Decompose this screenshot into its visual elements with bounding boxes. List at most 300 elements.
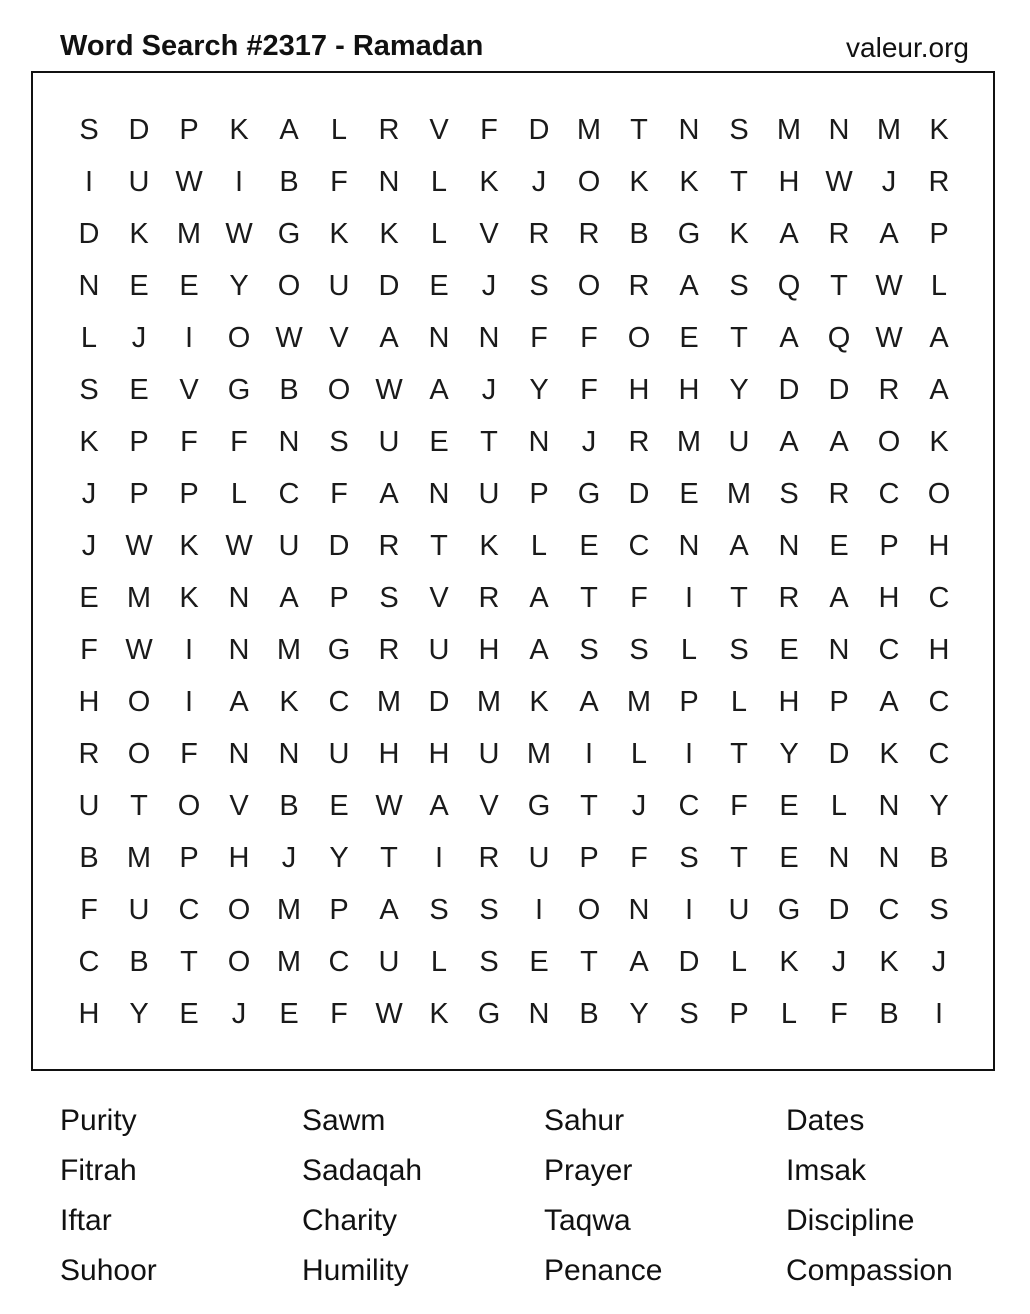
- grid-cell[interactable]: B: [279, 373, 299, 406]
- grid-cell[interactable]: S: [529, 269, 549, 302]
- grid-cell[interactable]: J: [581, 425, 597, 458]
- grid-cell[interactable]: A: [429, 789, 449, 822]
- grid-cell[interactable]: J: [481, 373, 497, 406]
- grid-cell[interactable]: P: [829, 685, 849, 718]
- grid-cell[interactable]: O: [877, 425, 901, 458]
- grid-cell[interactable]: K: [629, 165, 649, 198]
- grid-cell[interactable]: C: [878, 633, 900, 666]
- grid-cell[interactable]: D: [428, 685, 450, 718]
- grid-cell[interactable]: H: [778, 685, 800, 718]
- grid-cell[interactable]: U: [278, 529, 300, 562]
- grid-cell[interactable]: F: [330, 165, 348, 198]
- grid-cell[interactable]: I: [84, 165, 94, 198]
- grid-cell[interactable]: G: [327, 633, 351, 666]
- grid-cell[interactable]: I: [534, 893, 544, 926]
- grid-cell[interactable]: L: [730, 945, 748, 978]
- grid-cell[interactable]: K: [379, 217, 399, 250]
- grid-cell[interactable]: A: [629, 945, 649, 978]
- grid-cell[interactable]: G: [677, 217, 701, 250]
- grid-cell[interactable]: L: [730, 685, 748, 718]
- grid-cell[interactable]: F: [180, 737, 198, 770]
- grid-cell[interactable]: L: [530, 529, 548, 562]
- grid-cell[interactable]: E: [679, 321, 699, 354]
- grid-cell[interactable]: R: [378, 529, 400, 562]
- grid-cell[interactable]: P: [679, 685, 699, 718]
- grid-cell[interactable]: R: [778, 581, 800, 614]
- grid-cell[interactable]: U: [528, 841, 550, 874]
- grid-cell[interactable]: D: [528, 113, 550, 146]
- grid-cell[interactable]: P: [579, 841, 599, 874]
- grid-cell[interactable]: A: [429, 373, 449, 406]
- grid-cell[interactable]: K: [179, 529, 199, 562]
- grid-cell[interactable]: R: [878, 373, 900, 406]
- grid-cell[interactable]: C: [928, 685, 950, 718]
- grid-cell[interactable]: C: [78, 945, 100, 978]
- grid-cell[interactable]: D: [828, 373, 850, 406]
- grid-cell[interactable]: C: [878, 893, 900, 926]
- grid-cell[interactable]: W: [375, 789, 403, 822]
- grid-cell[interactable]: A: [379, 321, 399, 354]
- grid-cell[interactable]: M: [126, 581, 152, 614]
- grid-cell[interactable]: L: [430, 217, 448, 250]
- grid-cell[interactable]: J: [81, 477, 97, 510]
- grid-cell[interactable]: D: [778, 373, 800, 406]
- grid-cell[interactable]: G: [527, 789, 551, 822]
- grid-cell[interactable]: O: [577, 269, 601, 302]
- grid-cell[interactable]: C: [878, 477, 900, 510]
- grid-cell[interactable]: N: [528, 425, 550, 458]
- grid-cell[interactable]: F: [730, 789, 748, 822]
- grid-cell[interactable]: C: [928, 737, 950, 770]
- grid-cell[interactable]: J: [131, 321, 147, 354]
- grid-cell[interactable]: B: [279, 165, 299, 198]
- grid-cell[interactable]: K: [279, 685, 299, 718]
- grid-cell[interactable]: F: [330, 997, 348, 1030]
- grid-cell[interactable]: E: [79, 581, 99, 614]
- grid-cell[interactable]: B: [879, 997, 899, 1030]
- grid-cell[interactable]: R: [628, 269, 650, 302]
- grid-cell[interactable]: I: [184, 633, 194, 666]
- grid-cell[interactable]: S: [729, 113, 749, 146]
- grid-cell[interactable]: J: [531, 165, 547, 198]
- grid-cell[interactable]: P: [179, 113, 199, 146]
- grid-cell[interactable]: A: [929, 321, 949, 354]
- grid-cell[interactable]: W: [875, 321, 903, 354]
- grid-cell[interactable]: N: [228, 737, 250, 770]
- grid-cell[interactable]: I: [234, 165, 244, 198]
- grid-cell[interactable]: W: [225, 529, 253, 562]
- grid-cell[interactable]: K: [329, 217, 349, 250]
- grid-cell[interactable]: R: [78, 737, 100, 770]
- grid-cell[interactable]: M: [876, 113, 902, 146]
- grid-cell[interactable]: M: [526, 737, 552, 770]
- grid-cell[interactable]: T: [830, 269, 848, 302]
- grid-cell[interactable]: A: [379, 893, 399, 926]
- grid-cell[interactable]: H: [628, 373, 650, 406]
- grid-cell[interactable]: P: [179, 841, 199, 874]
- grid-cell[interactable]: N: [228, 633, 250, 666]
- grid-cell[interactable]: I: [684, 581, 694, 614]
- grid-cell[interactable]: D: [328, 529, 350, 562]
- grid-cell[interactable]: H: [78, 685, 100, 718]
- grid-cell[interactable]: M: [276, 945, 302, 978]
- grid-cell[interactable]: R: [478, 841, 500, 874]
- grid-cell[interactable]: O: [627, 321, 651, 354]
- grid-cell[interactable]: S: [679, 841, 699, 874]
- grid-cell[interactable]: T: [180, 945, 198, 978]
- grid-cell[interactable]: E: [829, 529, 849, 562]
- grid-cell[interactable]: N: [378, 165, 400, 198]
- grid-cell[interactable]: S: [429, 893, 449, 926]
- grid-cell[interactable]: W: [225, 217, 253, 250]
- grid-cell[interactable]: S: [579, 633, 599, 666]
- grid-cell[interactable]: K: [879, 737, 899, 770]
- grid-cell[interactable]: Y: [229, 269, 249, 302]
- grid-cell[interactable]: W: [825, 165, 853, 198]
- grid-cell[interactable]: E: [579, 529, 599, 562]
- grid-cell[interactable]: K: [529, 685, 549, 718]
- grid-cell[interactable]: M: [726, 477, 752, 510]
- grid-cell[interactable]: L: [230, 477, 248, 510]
- grid-cell[interactable]: O: [927, 477, 951, 510]
- grid-cell[interactable]: D: [828, 737, 850, 770]
- grid-cell[interactable]: O: [227, 893, 251, 926]
- grid-cell[interactable]: K: [429, 997, 449, 1030]
- grid-cell[interactable]: K: [779, 945, 799, 978]
- grid-cell[interactable]: B: [579, 997, 599, 1030]
- grid-cell[interactable]: V: [179, 373, 199, 406]
- grid-cell[interactable]: M: [176, 217, 202, 250]
- grid-cell[interactable]: T: [130, 789, 148, 822]
- grid-cell[interactable]: N: [78, 269, 100, 302]
- grid-cell[interactable]: T: [580, 789, 598, 822]
- grid-cell[interactable]: F: [230, 425, 248, 458]
- grid-cell[interactable]: U: [428, 633, 450, 666]
- grid-cell[interactable]: F: [80, 633, 98, 666]
- grid-cell[interactable]: K: [129, 217, 149, 250]
- grid-cell[interactable]: T: [730, 165, 748, 198]
- grid-cell[interactable]: A: [379, 477, 399, 510]
- grid-cell[interactable]: W: [125, 633, 153, 666]
- grid-cell[interactable]: J: [81, 529, 97, 562]
- grid-cell[interactable]: V: [479, 789, 499, 822]
- grid-cell[interactable]: B: [629, 217, 649, 250]
- grid-cell[interactable]: E: [179, 997, 199, 1030]
- grid-cell[interactable]: R: [628, 425, 650, 458]
- grid-cell[interactable]: N: [828, 113, 850, 146]
- grid-cell[interactable]: C: [628, 529, 650, 562]
- grid-cell[interactable]: A: [879, 217, 899, 250]
- grid-cell[interactable]: E: [429, 269, 449, 302]
- grid-cell[interactable]: L: [430, 945, 448, 978]
- grid-cell[interactable]: F: [580, 373, 598, 406]
- grid-cell[interactable]: J: [281, 841, 297, 874]
- grid-cell[interactable]: U: [78, 789, 100, 822]
- grid-cell[interactable]: O: [227, 321, 251, 354]
- grid-cell[interactable]: H: [378, 737, 400, 770]
- grid-cell[interactable]: K: [79, 425, 99, 458]
- grid-cell[interactable]: L: [330, 113, 348, 146]
- grid-cell[interactable]: S: [329, 425, 349, 458]
- grid-cell[interactable]: K: [479, 165, 499, 198]
- grid-cell[interactable]: N: [228, 581, 250, 614]
- grid-cell[interactable]: F: [480, 113, 498, 146]
- grid-cell[interactable]: H: [78, 997, 100, 1030]
- grid-cell[interactable]: R: [578, 217, 600, 250]
- grid-cell[interactable]: R: [828, 217, 850, 250]
- grid-cell[interactable]: K: [729, 217, 749, 250]
- grid-cell[interactable]: M: [776, 113, 802, 146]
- grid-cell[interactable]: J: [831, 945, 847, 978]
- grid-cell[interactable]: O: [227, 945, 251, 978]
- grid-cell[interactable]: U: [728, 425, 750, 458]
- grid-cell[interactable]: J: [231, 997, 247, 1030]
- grid-cell[interactable]: B: [129, 945, 149, 978]
- grid-cell[interactable]: P: [529, 477, 549, 510]
- grid-cell[interactable]: S: [629, 633, 649, 666]
- grid-cell[interactable]: A: [779, 321, 799, 354]
- grid-cell[interactable]: L: [80, 321, 98, 354]
- grid-cell[interactable]: Y: [529, 373, 549, 406]
- grid-cell[interactable]: H: [778, 165, 800, 198]
- grid-cell[interactable]: S: [79, 113, 99, 146]
- grid-cell[interactable]: E: [779, 841, 799, 874]
- grid-cell[interactable]: H: [478, 633, 500, 666]
- grid-cell[interactable]: C: [928, 581, 950, 614]
- grid-cell[interactable]: R: [378, 113, 400, 146]
- grid-cell[interactable]: E: [129, 269, 149, 302]
- grid-cell[interactable]: S: [729, 269, 749, 302]
- grid-cell[interactable]: G: [777, 893, 801, 926]
- grid-cell[interactable]: O: [177, 789, 201, 822]
- grid-cell[interactable]: N: [428, 321, 450, 354]
- grid-cell[interactable]: P: [879, 529, 899, 562]
- grid-cell[interactable]: S: [79, 373, 99, 406]
- grid-cell[interactable]: S: [479, 945, 499, 978]
- grid-cell[interactable]: N: [778, 529, 800, 562]
- grid-cell[interactable]: V: [229, 789, 249, 822]
- grid-cell[interactable]: S: [379, 581, 399, 614]
- grid-cell[interactable]: H: [678, 373, 700, 406]
- grid-cell[interactable]: T: [430, 529, 448, 562]
- grid-cell[interactable]: R: [828, 477, 850, 510]
- grid-cell[interactable]: A: [829, 581, 849, 614]
- grid-cell[interactable]: A: [529, 633, 549, 666]
- grid-cell[interactable]: V: [429, 581, 449, 614]
- grid-cell[interactable]: D: [678, 945, 700, 978]
- grid-cell[interactable]: D: [128, 113, 150, 146]
- grid-cell[interactable]: N: [428, 477, 450, 510]
- grid-cell[interactable]: P: [129, 425, 149, 458]
- grid-cell[interactable]: M: [676, 425, 702, 458]
- grid-cell[interactable]: Y: [729, 373, 749, 406]
- grid-cell[interactable]: N: [278, 425, 300, 458]
- grid-cell[interactable]: N: [628, 893, 650, 926]
- grid-cell[interactable]: I: [934, 997, 944, 1030]
- grid-cell[interactable]: K: [879, 945, 899, 978]
- grid-cell[interactable]: E: [129, 373, 149, 406]
- grid-cell[interactable]: E: [779, 789, 799, 822]
- grid-cell[interactable]: C: [278, 477, 300, 510]
- grid-cell[interactable]: H: [878, 581, 900, 614]
- grid-cell[interactable]: I: [184, 321, 194, 354]
- grid-cell[interactable]: K: [229, 113, 249, 146]
- grid-cell[interactable]: O: [577, 165, 601, 198]
- grid-cell[interactable]: A: [279, 113, 299, 146]
- grid-cell[interactable]: I: [184, 685, 194, 718]
- grid-cell[interactable]: U: [328, 737, 350, 770]
- grid-cell[interactable]: P: [929, 217, 949, 250]
- grid-cell[interactable]: U: [378, 945, 400, 978]
- grid-cell[interactable]: K: [929, 425, 949, 458]
- grid-cell[interactable]: S: [929, 893, 949, 926]
- grid-cell[interactable]: Y: [929, 789, 949, 822]
- grid-cell[interactable]: R: [478, 581, 500, 614]
- grid-cell[interactable]: W: [875, 269, 903, 302]
- grid-cell[interactable]: W: [125, 529, 153, 562]
- grid-cell[interactable]: T: [730, 321, 748, 354]
- grid-cell[interactable]: V: [429, 113, 449, 146]
- grid-cell[interactable]: B: [79, 841, 99, 874]
- grid-cell[interactable]: A: [879, 685, 899, 718]
- grid-cell[interactable]: A: [579, 685, 599, 718]
- grid-cell[interactable]: T: [580, 581, 598, 614]
- grid-cell[interactable]: A: [529, 581, 549, 614]
- grid-cell[interactable]: I: [584, 737, 594, 770]
- grid-cell[interactable]: O: [127, 685, 151, 718]
- grid-cell[interactable]: F: [580, 321, 598, 354]
- grid-cell[interactable]: J: [481, 269, 497, 302]
- grid-cell[interactable]: N: [878, 841, 900, 874]
- grid-cell[interactable]: M: [126, 841, 152, 874]
- grid-cell[interactable]: V: [329, 321, 349, 354]
- grid-cell[interactable]: T: [380, 841, 398, 874]
- grid-cell[interactable]: R: [928, 165, 950, 198]
- grid-cell[interactable]: S: [779, 477, 799, 510]
- grid-cell[interactable]: T: [480, 425, 498, 458]
- grid-cell[interactable]: S: [679, 997, 699, 1030]
- grid-cell[interactable]: O: [127, 737, 151, 770]
- grid-cell[interactable]: F: [330, 477, 348, 510]
- grid-cell[interactable]: P: [129, 477, 149, 510]
- grid-cell[interactable]: K: [179, 581, 199, 614]
- grid-cell[interactable]: G: [477, 997, 501, 1030]
- grid-cell[interactable]: N: [828, 633, 850, 666]
- grid-cell[interactable]: E: [329, 789, 349, 822]
- grid-cell[interactable]: N: [678, 529, 700, 562]
- grid-cell[interactable]: L: [680, 633, 698, 666]
- grid-cell[interactable]: K: [679, 165, 699, 198]
- grid-cell[interactable]: H: [928, 529, 950, 562]
- grid-cell[interactable]: I: [684, 893, 694, 926]
- grid-cell[interactable]: O: [327, 373, 351, 406]
- grid-cell[interactable]: S: [729, 633, 749, 666]
- grid-cell[interactable]: J: [631, 789, 647, 822]
- grid-cell[interactable]: U: [128, 165, 150, 198]
- grid-cell[interactable]: L: [630, 737, 648, 770]
- grid-cell[interactable]: H: [428, 737, 450, 770]
- grid-cell[interactable]: C: [328, 945, 350, 978]
- grid-cell[interactable]: F: [630, 841, 648, 874]
- grid-cell[interactable]: A: [729, 529, 749, 562]
- grid-cell[interactable]: Q: [827, 321, 851, 354]
- grid-cell[interactable]: N: [878, 789, 900, 822]
- grid-cell[interactable]: H: [228, 841, 250, 874]
- grid-cell[interactable]: U: [728, 893, 750, 926]
- grid-cell[interactable]: T: [630, 113, 648, 146]
- grid-cell[interactable]: N: [478, 321, 500, 354]
- grid-cell[interactable]: K: [479, 529, 499, 562]
- grid-cell[interactable]: O: [277, 269, 301, 302]
- grid-cell[interactable]: G: [577, 477, 601, 510]
- grid-cell[interactable]: C: [328, 685, 350, 718]
- grid-cell[interactable]: T: [730, 581, 748, 614]
- grid-cell[interactable]: V: [479, 217, 499, 250]
- grid-cell[interactable]: E: [429, 425, 449, 458]
- grid-cell[interactable]: E: [279, 997, 299, 1030]
- grid-cell[interactable]: G: [227, 373, 251, 406]
- grid-cell[interactable]: Y: [629, 997, 649, 1030]
- grid-cell[interactable]: J: [881, 165, 897, 198]
- grid-cell[interactable]: E: [529, 945, 549, 978]
- grid-cell[interactable]: T: [730, 841, 748, 874]
- grid-cell[interactable]: A: [779, 217, 799, 250]
- grid-cell[interactable]: I: [684, 737, 694, 770]
- grid-cell[interactable]: T: [580, 945, 598, 978]
- grid-cell[interactable]: H: [928, 633, 950, 666]
- grid-cell[interactable]: A: [679, 269, 699, 302]
- grid-cell[interactable]: A: [779, 425, 799, 458]
- grid-cell[interactable]: M: [276, 633, 302, 666]
- grid-cell[interactable]: D: [78, 217, 100, 250]
- grid-cell[interactable]: I: [434, 841, 444, 874]
- grid-cell[interactable]: L: [930, 269, 948, 302]
- grid-cell[interactable]: M: [576, 113, 602, 146]
- grid-cell[interactable]: Y: [329, 841, 349, 874]
- grid-cell[interactable]: F: [830, 997, 848, 1030]
- grid-cell[interactable]: F: [80, 893, 98, 926]
- grid-cell[interactable]: D: [828, 893, 850, 926]
- grid-cell[interactable]: L: [430, 165, 448, 198]
- grid-cell[interactable]: R: [378, 633, 400, 666]
- grid-cell[interactable]: S: [479, 893, 499, 926]
- grid-cell[interactable]: W: [375, 373, 403, 406]
- grid-cell[interactable]: M: [476, 685, 502, 718]
- grid-cell[interactable]: L: [780, 997, 798, 1030]
- grid-cell[interactable]: U: [128, 893, 150, 926]
- grid-cell[interactable]: F: [180, 425, 198, 458]
- grid-cell[interactable]: P: [329, 581, 349, 614]
- grid-cell[interactable]: U: [328, 269, 350, 302]
- grid-cell[interactable]: M: [276, 893, 302, 926]
- grid-cell[interactable]: D: [378, 269, 400, 302]
- grid-cell[interactable]: N: [528, 997, 550, 1030]
- grid-cell[interactable]: E: [179, 269, 199, 302]
- grid-cell[interactable]: P: [729, 997, 749, 1030]
- grid-cell[interactable]: P: [179, 477, 199, 510]
- grid-cell[interactable]: D: [628, 477, 650, 510]
- grid-cell[interactable]: R: [528, 217, 550, 250]
- grid-cell[interactable]: G: [277, 217, 301, 250]
- grid-cell[interactable]: M: [376, 685, 402, 718]
- grid-cell[interactable]: A: [829, 425, 849, 458]
- grid-cell[interactable]: T: [730, 737, 748, 770]
- grid-cell[interactable]: U: [478, 737, 500, 770]
- grid-cell[interactable]: Q: [777, 269, 801, 302]
- grid-cell[interactable]: Y: [129, 997, 149, 1030]
- grid-cell[interactable]: N: [278, 737, 300, 770]
- grid-cell[interactable]: C: [178, 893, 200, 926]
